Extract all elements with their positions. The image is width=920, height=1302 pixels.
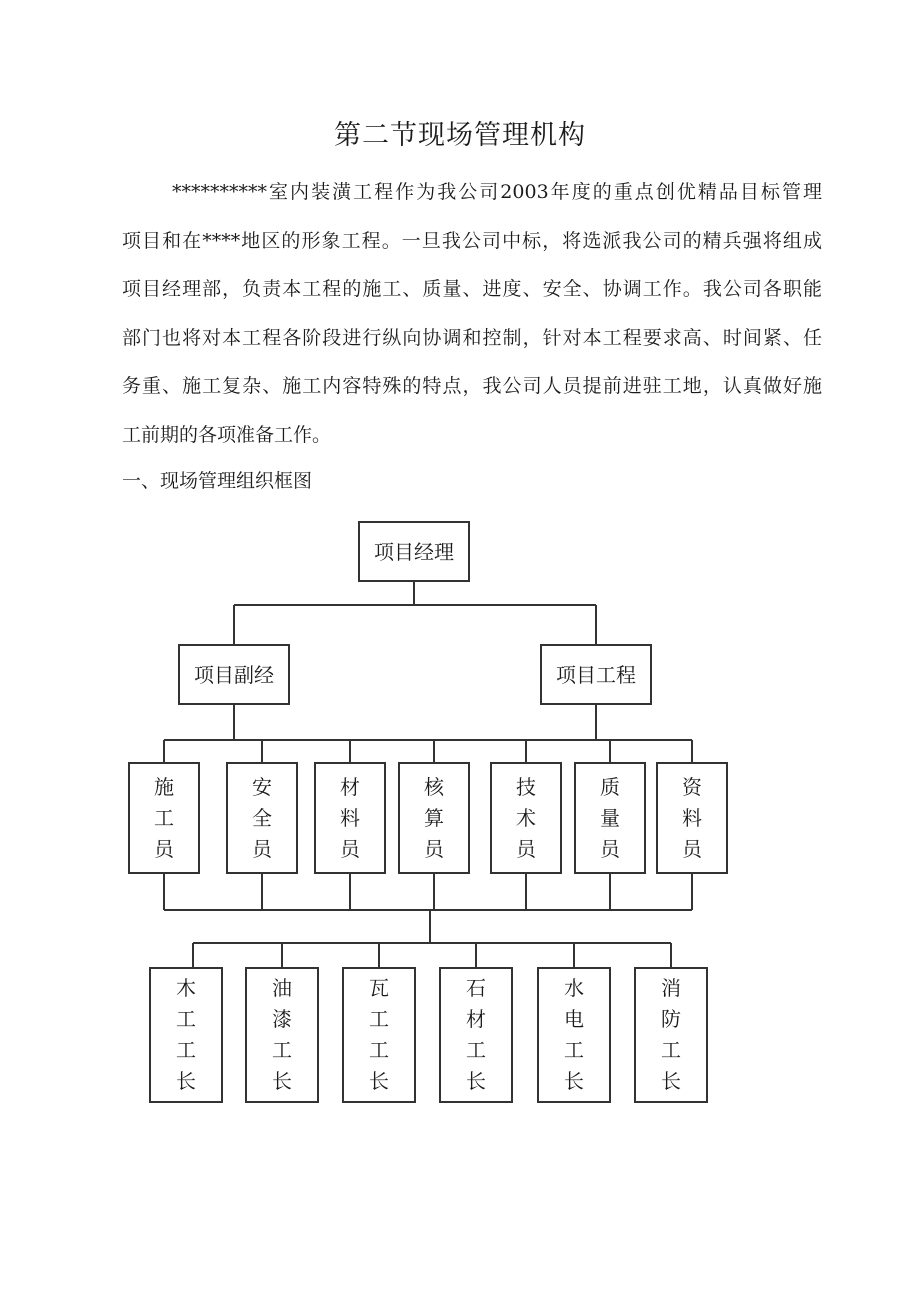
page-title: 第二节现场管理机构 (334, 120, 586, 151)
paragraph-line: **********室内装潢工程作为我公司2003年度的重点创优精品目标管理 (172, 181, 822, 203)
paragraph-line: 工前期的各项准备工作。 (122, 423, 332, 446)
paragraph-line: 部门也将对本工程各阶段进行纵向协调和控制，针对本工程要求高、时间紧、任 (122, 326, 822, 349)
foreman-label: 石材工长 (466, 976, 486, 1093)
staff-label: 资料员 (682, 775, 702, 861)
foremen-row (150, 968, 707, 1102)
foreman-label: 水电工长 (564, 976, 584, 1093)
staff-label: 质量员 (600, 775, 620, 861)
staff-row (129, 763, 727, 873)
paragraph-line: 项目和在****地区的形象工程。一旦我公司中标，将选派我公司的精兵强将组成 (122, 229, 822, 252)
org-node-engineering-label: 项目工程 (556, 663, 636, 687)
staff-label: 施工员 (154, 775, 174, 861)
foreman-label: 瓦工工长 (369, 976, 389, 1093)
staff-label: 技术员 (516, 775, 536, 861)
section-heading: 一、现场管理组织框图 (122, 470, 313, 492)
staff-label: 材料员 (340, 775, 360, 861)
staff-label: 核算员 (424, 775, 444, 861)
org-node-manager-label: 项目经理 (374, 540, 454, 564)
staff-label: 安全员 (252, 775, 272, 861)
paragraph-line: 务重、施工复杂、施工内容特殊的特点，我公司人员提前进驻工地，认真做好施 (122, 375, 822, 397)
foreman-label: 木工工长 (176, 976, 196, 1093)
paragraph-line: 项目经理部，负责本工程的施工、质量、进度、安全、协调工作。我公司各职能 (122, 278, 822, 300)
org-node-deputy-label: 项目副经 (194, 663, 274, 687)
foreman-label: 油漆工长 (272, 976, 292, 1093)
foreman-label: 消防工长 (661, 976, 681, 1093)
